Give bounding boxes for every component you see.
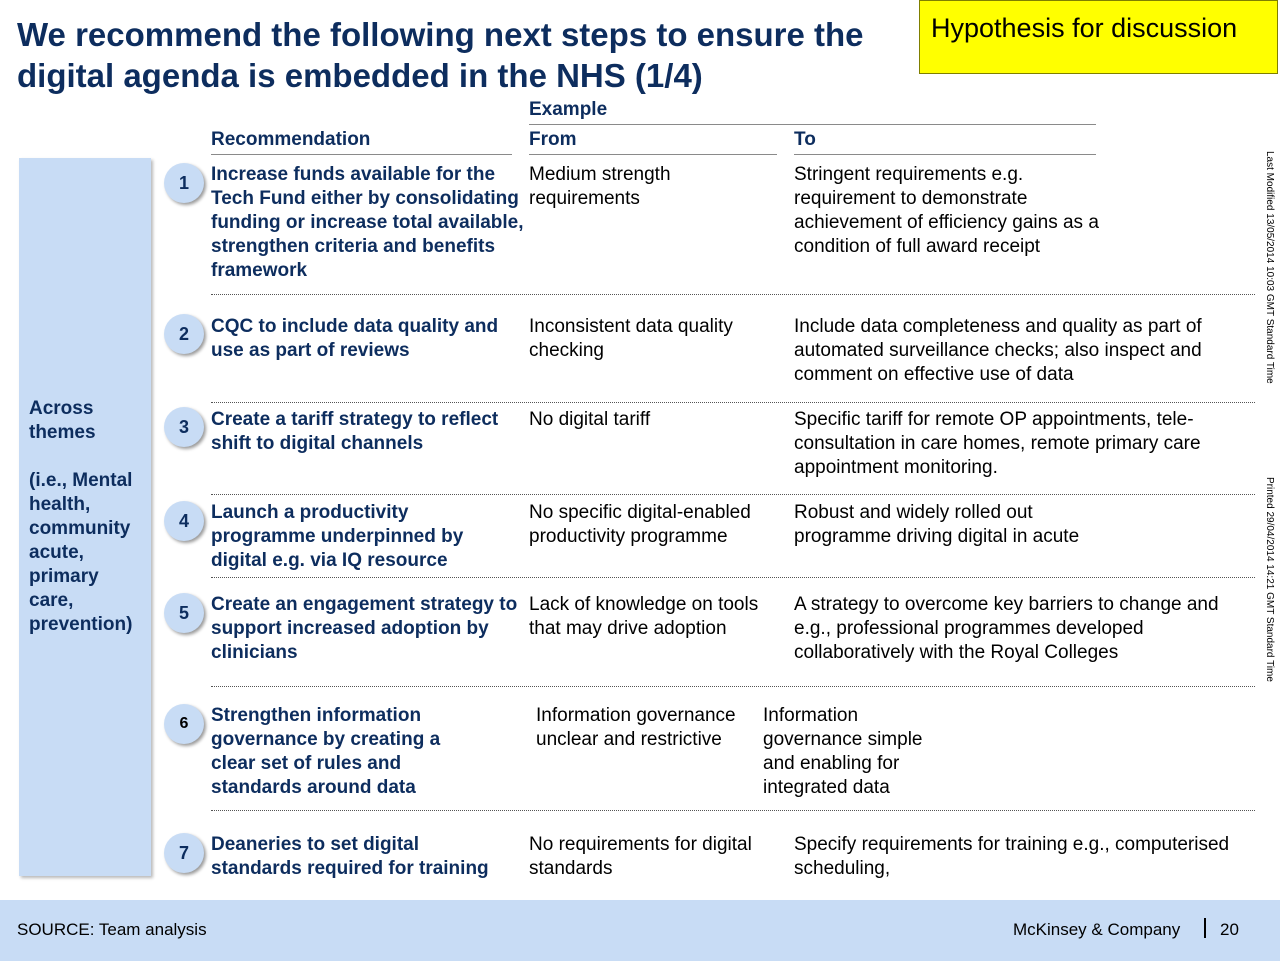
header-recommendation: Recommendation [211, 129, 371, 150]
row-separator [211, 686, 1255, 687]
to-text: Information governance simple and enabling for integrated data [763, 705, 923, 798]
row-number-badge: 6 [164, 704, 204, 744]
source-note: SOURCE: Team analysis [17, 920, 207, 939]
page-number: 20 [1220, 920, 1239, 939]
to-text: Include data completeness and quality as part of automated surveillance checks; also inspect and comment on effective use of data [794, 316, 1202, 385]
from-text: Medium strength requirements [529, 164, 671, 209]
header-to: To [794, 129, 816, 150]
row-number-badge: 7 [164, 833, 204, 873]
to-text: Stringent requirements e.g. requirement to demonstrate achievement of efficiency gains as a condition of full award receipt [794, 164, 1099, 257]
to-text: Specify requirements for training e.g., computerised scheduling, [794, 834, 1230, 879]
to-text: Robust and widely rolled out programme driving digital in acute [794, 502, 1080, 547]
row-number-badge: 4 [164, 501, 204, 541]
header-example-rule [529, 124, 1096, 125]
to-text: A strategy to overcome key barriers to change and e.g., professional programmes developed collaboratively with the Royal Colleges [794, 594, 1219, 663]
from-text: Information governance unclear and restrictive [536, 705, 736, 750]
row-separator [211, 494, 1255, 495]
printed-note: Printed 29/04/2014 14:21 GMT Standard Time [1264, 477, 1275, 682]
from-text: No requirements for digital standards [529, 834, 752, 879]
recommendation-text: Create a tariff strategy to reflect shift to digital channels [211, 409, 499, 454]
footer-divider [1204, 918, 1206, 938]
last-modified-note: Last Modified 13/05/2014 10:03 GMT Standard Time [1264, 151, 1275, 384]
header-recommendation-rule [211, 154, 512, 155]
header-from-rule [529, 154, 777, 155]
from-text: No specific digital-enabled productivity programme [529, 502, 751, 547]
row-number-badge: 1 [164, 163, 204, 203]
side-label [29, 397, 147, 637]
row-separator [211, 810, 1255, 811]
from-text: Lack of knowledge on tools that may drive adoption [529, 594, 759, 639]
recommendation-text: Deaneries to set digital standards required for training [211, 834, 489, 879]
company-name: McKinsey & Company [1013, 920, 1181, 939]
from-text: No digital tariff [529, 409, 651, 430]
hypothesis-sticker: Hypothesis for discussion [919, 0, 1278, 74]
recommendation-text: CQC to include data quality and use as part of reviews [211, 316, 499, 361]
row-separator [211, 577, 1255, 578]
header-from: From [529, 129, 577, 150]
row-number-badge: 5 [164, 593, 204, 633]
recommendation-text: Create an engagement strategy to support increased adoption by clinicians [211, 594, 518, 663]
side-label-title: Across themes [29, 398, 96, 443]
page-title: We recommend the following next steps to ensure the digital agenda is embedded in the NHS (1/4) [17, 16, 864, 94]
side-label-scope: (i.e., Mental health, community acute, primary care, prevention) [29, 470, 133, 635]
recommendation-text: Strengthen information governance by creating a clear set of rules and standards around data [211, 705, 441, 798]
from-text: Inconsistent data quality checking [529, 316, 733, 361]
recommendation-text: Launch a productivity programme underpinned by digital e.g. via IQ resource [211, 502, 464, 571]
recommendation-text: Increase funds available for the Tech Fund either by consolidating funding or increase total available, strengthen criteria and benefits framework [211, 164, 524, 281]
row-separator [211, 402, 1255, 403]
row-number-badge: 3 [164, 407, 204, 447]
header-example: Example [529, 99, 608, 120]
header-to-rule [794, 154, 1096, 155]
row-separator [211, 294, 1255, 295]
to-text: Specific tariff for remote OP appointments, tele-consultation in care homes, remote primary care appointment monitoring. [794, 409, 1201, 478]
row-number-badge: 2 [164, 314, 204, 354]
